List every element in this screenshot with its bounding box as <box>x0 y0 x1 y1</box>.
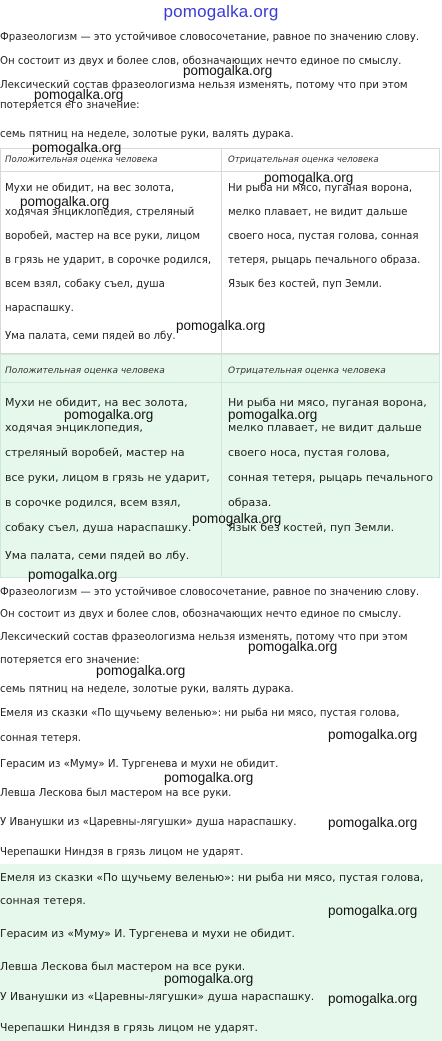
intro-line-1: Фразеологизм — это устойчивое словосочетание, равное по значению слову. <box>0 32 420 43</box>
header-positive: Положительная оценка человека <box>5 366 165 376</box>
example-1a: Емеля из сказки «По щучьему веленью»: ни рыба ни мясо, пустая голова, <box>0 708 400 719</box>
intro2-line-4: потеряется его значение: <box>0 655 140 666</box>
watermark: pomogalka.org <box>32 140 122 155</box>
watermark: pomogalka.org <box>328 903 418 918</box>
table-header <box>1 360 439 383</box>
site-logo[interactable]: pomogalka.org <box>163 2 279 21</box>
cell-positive: Мухи не обидит, на вес золота, ходячая энциклопедия, стреляный воробей, мастер на все руки, лицом в грязь не ударит, в сорочке родился, всем взял, собаку съел, душа нараспашку. Ума палата, семи пядей во лбу. <box>5 396 210 562</box>
watermark: pomogalka.org <box>34 87 124 102</box>
watermark: pomogalka.org <box>20 194 110 209</box>
watermark: pomogalka.org <box>192 511 282 526</box>
watermark: pomogalka.org <box>64 407 154 422</box>
example-2: Герасим из «Муму» И. Тургенева и мухи не обидит. <box>0 927 295 940</box>
header-positive: Положительная оценка человека <box>5 155 158 165</box>
cell-negative: Ни рыба ни мясо, пуганая ворона, мелко плавает, не видит дальше своего носа, пустая голова, сонная тетеря, рыцарь печального образа. Язык без костей, пуп Земли. <box>228 183 421 290</box>
intro2-line-3: Лексический состав фразеологизма нельзя изменять, потому что при этом <box>0 632 408 643</box>
example-4: У Иванушки из «Царевны-лягушки» душа нараспашку. <box>0 817 297 828</box>
intro2-line-1: Фразеологизм — это устойчивое словосочетание, равное по значению слову. <box>0 587 420 598</box>
table-phraseology-2 <box>0 354 440 578</box>
header-negative: Отрицательная оценка человека <box>228 155 379 165</box>
example-1b: сонная тетеря. <box>0 894 86 907</box>
example-3: Левша Лескова был мастером на все руки. <box>0 960 246 973</box>
example-4: У Иванушки из «Царевны-лягушки» душа нараспашку. <box>0 990 315 1003</box>
watermark: pomogalka.org <box>328 815 418 830</box>
example-5: Черепашки Ниндзя в грязь лицом не ударят. <box>0 1021 258 1034</box>
example-1a: Емеля из сказки «По щучьему веленью»: ни рыба ни мясо, пустая голова, <box>0 871 424 884</box>
watermark: pomogalka.org <box>96 663 186 678</box>
watermark: pomogalka.org <box>183 63 273 78</box>
example-1b: сонная тетеря. <box>0 733 82 744</box>
watermark: pomogalka.org <box>328 727 418 742</box>
intro-line-3: Лексический состав фразеологизма нельзя изменять, потому что при этом <box>0 80 408 91</box>
intro2-line-5: семь пятниц на неделе, золотые руки, валять дурака. <box>0 684 294 695</box>
watermark: pomogalka.org <box>28 567 118 582</box>
examples-green-block <box>0 864 442 1041</box>
example-3: Левша Лескова был мастером на все руки. <box>0 788 232 799</box>
example-5: Черепашки Ниндзя в грязь лицом не ударят. <box>0 847 244 858</box>
cell-negative: Ни рыба ни мясо, пуганая ворона, мелко плавает, не видит дальше своего носа, пустая голова, сонная тетеря, рыцарь печального образа. Язык без костей, пуп Земли. <box>228 396 433 534</box>
watermark: pomogalka.org <box>248 639 338 654</box>
header-negative: Отрицательная оценка человека <box>228 366 386 376</box>
intro-line-2: Он состоит из двух и более слов, обозначающих нечто единое по смыслу. <box>0 56 402 67</box>
watermark: pomogalka.org <box>228 407 318 422</box>
intro2-line-2: Он состоит из двух и более слов, обозначающих нечто единое по смыслу. <box>0 609 402 620</box>
watermark: pomogalka.org <box>176 318 266 333</box>
watermark: pomogalka.org <box>264 170 354 185</box>
watermark: pomogalka.org <box>164 770 254 785</box>
watermark: pomogalka.org <box>164 971 254 986</box>
intro-line-4: потеряется его значение: <box>0 100 140 111</box>
intro-line-5: семь пятниц на неделе, золотые руки, валять дурака. <box>0 129 294 140</box>
watermark: pomogalka.org <box>328 991 418 1006</box>
cell-positive: Мухи не обидит, на вес золота, ходячая энциклопедия, стреляный воробей, мастер на все руки, лицом в грязь не ударит, в сорочке родился, всем взял, собаку съел, душа нараспашку. Ума палата, семи пядей во лбу. <box>5 183 212 342</box>
example-2: Герасим из «Муму» И. Тургенева и мухи не обидит. <box>0 759 279 770</box>
